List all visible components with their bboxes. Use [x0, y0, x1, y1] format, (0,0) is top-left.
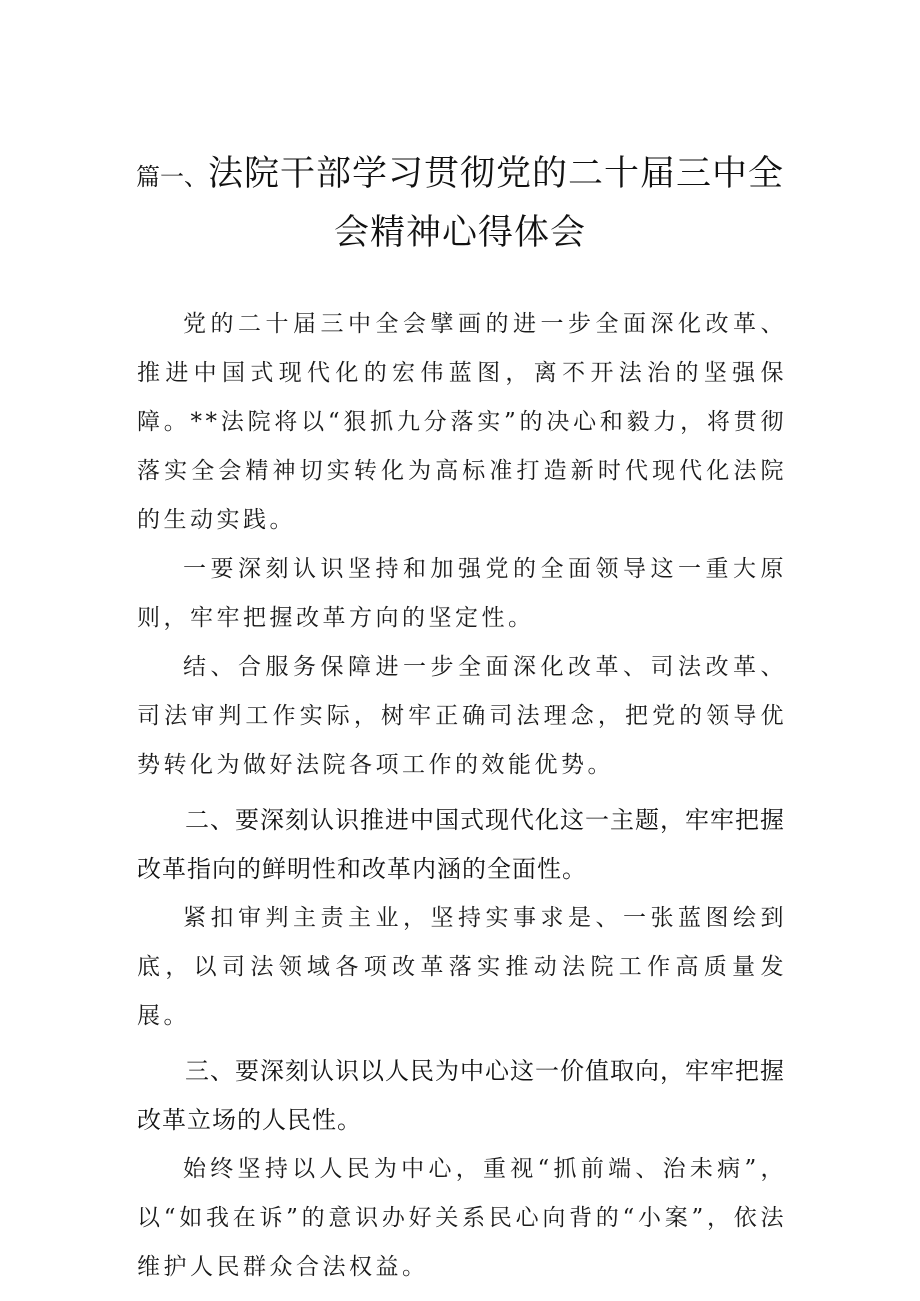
paragraph-point-three-detail: 始终坚持以人民为中心，重视“抓前端、治未病”，以“如我在诉”的意识办好关系民心向背的“小案”，依法维护人民群众合法权益。	[137, 1156, 787, 1280]
paragraph-intro: 党的二十届三中全会擘画的进一步全面深化改革、推进中国式现代化的宏伟蓝图，离不开法治的坚强保障。**法院将以“狠抓九分落实”的决心和毅力，将贯彻落实全会精神切实转化为高标准打造新时代现代化法院的生动实践。	[137, 311, 787, 533]
document-title	[130, 146, 790, 261]
title-prefix: 篇一、	[135, 163, 208, 191]
section-heading-three: 三、要深刻认识以人民为中心这一价值取向，牢牢把握改革立场的人民性。	[137, 1057, 785, 1134]
paragraph-point-one-detail: 结、合服务保障进一步全面深化改革、司法改革、司法审判工作实际，树牢正确司法理念，把党的领导优势转化为做好法院各项工作的效能优势。	[137, 654, 787, 778]
document-body	[137, 300, 787, 1292]
paragraph-point-two-detail: 紧扣审判主责主业，坚持实事求是、一张蓝图绘到底，以司法领域各项改革落实推动法院工作高质量发展。	[137, 905, 787, 1029]
title-main: 法院干部学习贯彻党的二十届三中全会精神心得体会	[207, 154, 784, 253]
section-heading-two: 二、要深刻认识推进中国式现代化这一主题，牢牢把握改革指向的鲜明性和改革内涵的全面性。	[137, 806, 785, 883]
paragraph-point-one: 一要深刻认识坚持和加强党的全面领导这一重大原则，牢牢把握改革方向的坚定性。	[137, 556, 787, 631]
